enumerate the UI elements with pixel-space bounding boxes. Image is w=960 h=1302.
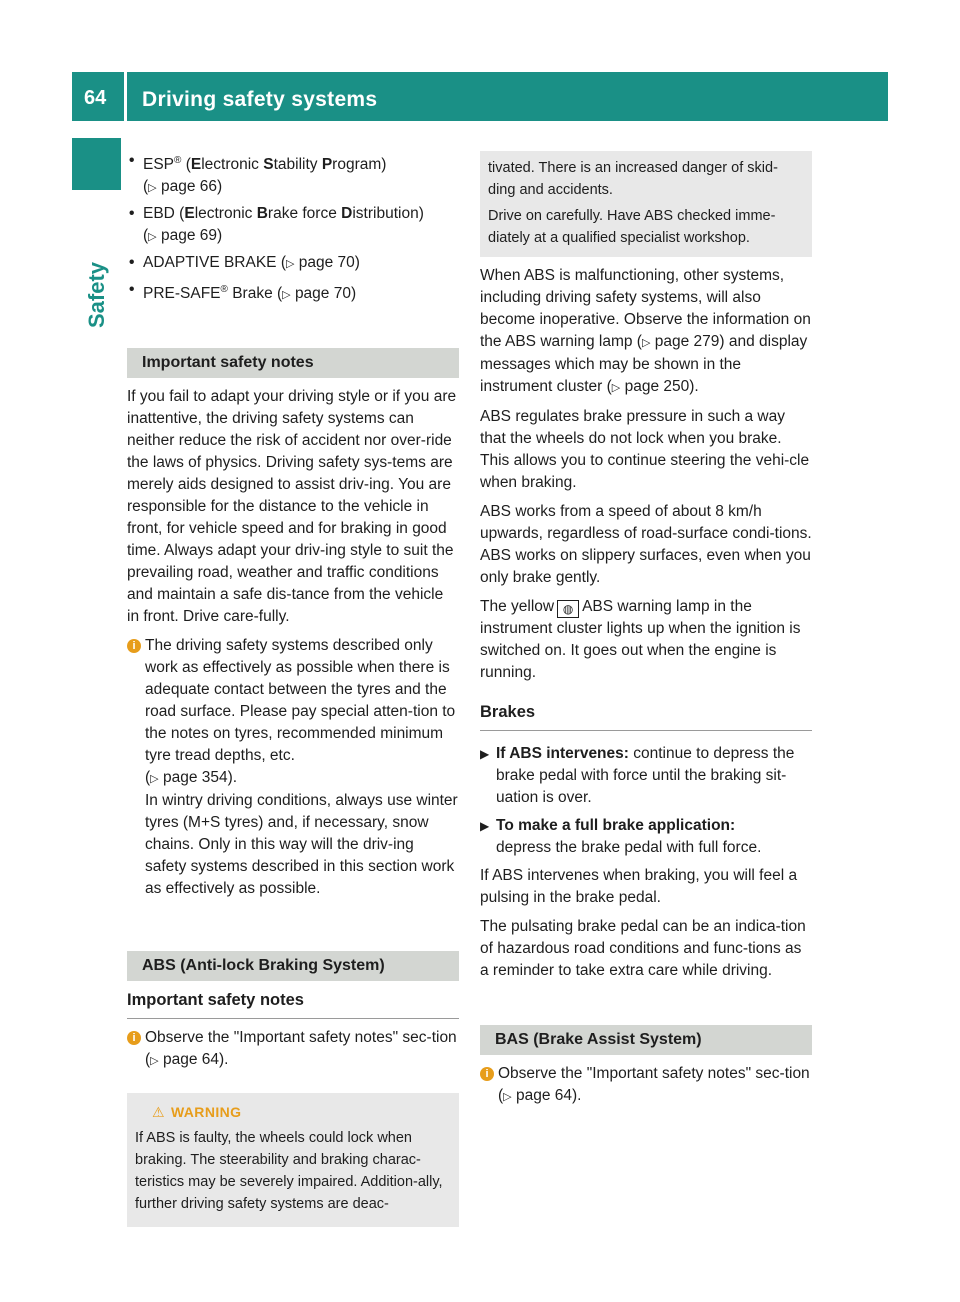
safety-paragraph: If you fail to adapt your driving style or if you are inattentive, the driving safety systems can neither reduce the risk of accident nor over-ride the laws of physics. Driving safety sys-tems are merely aids designed to assist driv-ing. You are responsible for the distance to the vehicle in front, for vehicle speed and for braking in good time. Always adapt your driv-ing style to suit the prevailing road, weather and traffic conditions and maintain a safe dis-tance from the vehicle in front. Drive care-fully. — [127, 388, 457, 626]
info-icon: i — [480, 1067, 494, 1081]
section-heading: Important safety notes — [127, 348, 459, 378]
paragraph: If ABS intervenes when braking, you will feel a pulsing in the brake pedal. — [480, 867, 798, 906]
paragraph: When ABS is malfunctioning, other systems, including driving safety systems, will also become inoperative. Observe the information on the ABS warning lamp (▷ page 279) and display messages which may be shown in the instrument cluster (▷ page 250). — [480, 267, 811, 395]
page-ref-icon: ▷ — [282, 289, 291, 302]
page-ref-link[interactable]: page 70) — [294, 285, 357, 303]
left-column — [127, 150, 459, 1227]
info-icon: i — [127, 1031, 141, 1045]
info-note: i Observe the "Important safety notes" sec-tion (▷ page 64). — [127, 1027, 459, 1072]
feature-list — [127, 150, 459, 306]
header-separator — [124, 72, 127, 121]
warning-box-continued — [480, 151, 812, 257]
warning-text: tivated. There is an increased danger of skid-ding and accidents. — [488, 160, 778, 198]
page-ref-icon: ▷ — [611, 382, 621, 394]
section-heading: ABS (Anti-lock Braking System) — [127, 951, 459, 981]
page-ref-icon: ▷ — [148, 182, 157, 195]
side-tab — [82, 250, 112, 340]
page-ref-link[interactable]: page 66) — [160, 178, 223, 196]
warning-text: Drive on carefully. Have ABS checked imme-diately at a qualified specialist workshop. — [488, 208, 776, 246]
instruction-step: ▶ If ABS intervenes: continue to depress the brake pedal with force until the braking sit-uation is over. — [480, 745, 795, 806]
warning-box — [127, 1093, 459, 1227]
list-item: • ADAPTIVE BRAKE (▷ page 70) — [127, 252, 459, 275]
instruction-step: ▶ To make a full brake application: depress the brake pedal with full force. — [480, 817, 762, 856]
page-ref-icon: ▷ — [148, 231, 157, 244]
list-item: • EBD (Electronic Brake force Distribution) (▷ page 69) — [127, 203, 459, 248]
side-tab-block — [72, 138, 121, 190]
page-ref-link[interactable]: page 70) — [298, 254, 360, 272]
right-column — [480, 151, 812, 1115]
subsection-heading: Brakes — [480, 701, 812, 731]
page-number: 64 — [84, 87, 107, 109]
section-heading: BAS (Brake Assist System) — [480, 1025, 812, 1055]
page-ref-link[interactable]: page 69) — [160, 227, 223, 245]
step-arrow-icon: ▶ — [480, 747, 490, 761]
list-item: • PRE-SAFE® Brake (▷ page 70) — [127, 279, 459, 306]
page-ref-icon: ▷ — [285, 258, 295, 271]
page-ref-icon: ▷ — [641, 337, 651, 349]
page-ref-link[interactable]: page 64). — [162, 1051, 229, 1069]
abs-warning-lamp-icon: ◍ — [557, 600, 579, 618]
page-ref-link[interactable]: page 64). — [515, 1087, 582, 1104]
paragraph: ABS regulates brake pressure in such a way that the wheels do not lock when you brake. This allows you to continue steering the vehi-cle when braking. — [480, 408, 810, 491]
info-icon: i — [127, 639, 141, 653]
info-note: i Observe the "Important safety notes" sec-tion (▷ page 64). — [480, 1063, 812, 1108]
list-item: • ESP® (Electronic Stability Program) (▷ page 66) — [127, 150, 459, 199]
page-ref-icon: ▷ — [503, 1091, 512, 1103]
paragraph: The yellow ◍ ABS warning lamp in the instrument cluster lights up when the ignition is switched on. It goes out when the engine is running. — [480, 598, 801, 681]
warning-title: ⚠ WARNING — [152, 1104, 242, 1121]
step-arrow-icon: ▶ — [480, 819, 490, 833]
page-ref-link[interactable]: page 354). — [162, 769, 238, 787]
warning-text: If ABS is faulty, the wheels could lock when braking. The steerability and braking charac-teristics may be severely impaired. Addition-ally, further driving safety systems are deac- — [135, 1130, 443, 1213]
side-tab-label: Safety — [84, 261, 109, 329]
page-ref-icon: ▷ — [150, 1055, 159, 1068]
paragraph: ABS works from a speed of about 8 km/h upwards, regardless of road-surface condi-tions. ABS works on slippery surfaces, even when you only brake gently. — [480, 503, 812, 586]
paragraph: The pulsating brake pedal can be an indica-tion of hazardous road conditions and func-tions as a reminder to take extra care while driving. — [480, 918, 806, 979]
warning-icon: ⚠ — [152, 1104, 165, 1121]
page-ref-icon: ▷ — [150, 773, 159, 786]
section-title: Driving safety systems — [142, 88, 378, 111]
subsection-heading: Important safety notes — [127, 989, 459, 1019]
info-note: i The driving safety systems described only work as effectively as possible when there is adequate contact between the tyres and the road surface. Please pay special atten-tion to the notes on tyres, recommended minimum tyre tread depths, etc. (▷ page 354). In wintry driving conditions, always use winter tyres (M+S tyres) and, if necessary, snow chains. Only in this way will the driv-ing safety systems described in this section work as effectively as possible. — [127, 635, 459, 900]
